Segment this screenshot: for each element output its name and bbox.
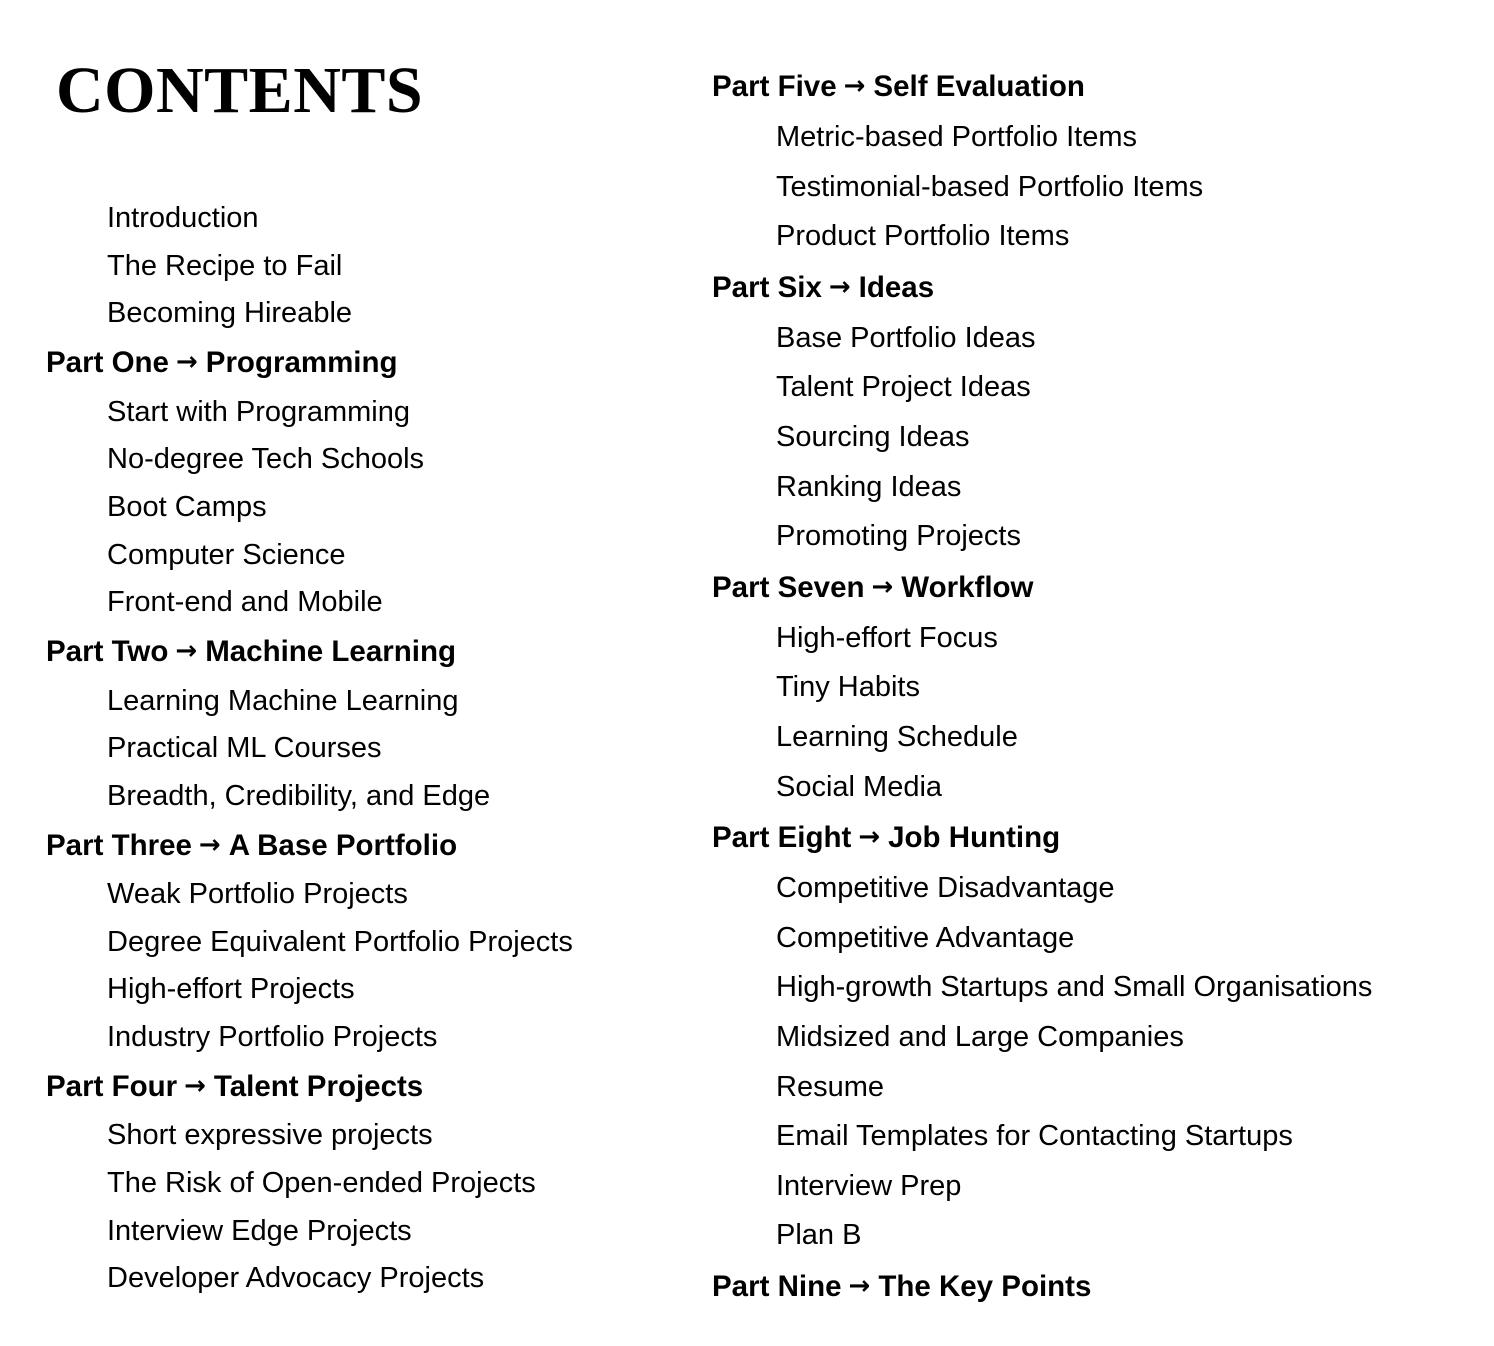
part-number: Part Six: [712, 270, 822, 304]
toc-chapter-item: High-effort Focus: [776, 621, 998, 654]
part-title: The Key Points: [878, 1269, 1092, 1303]
toc-chapter-item: High-growth Startups and Small Organisations: [776, 971, 1373, 1004]
part-title: Machine Learning: [205, 635, 456, 668]
toc-chapter-item: Weak Portfolio Projects: [107, 878, 408, 911]
toc-chapter-item: Practical ML Courses: [107, 732, 382, 765]
toc-part-heading-part-eight: [712, 812, 1472, 864]
contents-heading: CONTENTS: [56, 54, 424, 127]
toc-chapter-item: Ranking Ideas: [776, 470, 962, 503]
part-number: Part Three: [46, 828, 192, 862]
toc-chapter-item: Testimonial-based Portfolio Items: [776, 170, 1204, 203]
toc-chapter-item: Email Templates for Contacting Startups: [776, 1120, 1293, 1153]
toc-chapter-item: Breadth, Credibility, and Edge: [107, 779, 491, 812]
toc-part-heading-part-nine: [712, 1261, 1472, 1313]
part-number: Part Seven: [712, 570, 865, 604]
toc-chapter-item: The Risk of Open-ended Projects: [107, 1167, 536, 1199]
arrow-right-icon: →: [184, 1070, 206, 1101]
part-number: Part One: [46, 346, 169, 380]
toc-left-column: [46, 195, 666, 1303]
toc-part-heading-part-one: [46, 338, 666, 389]
part-number: Part Four: [46, 1069, 178, 1103]
toc-chapter-item: Social Media: [776, 770, 943, 803]
toc-chapter-item: Becoming Hireable: [107, 297, 353, 330]
toc-chapter-item: Metric-based Portfolio Items: [776, 121, 1138, 153]
toc-chapter-item: Developer Advocacy Projects: [107, 1262, 485, 1295]
part-number: Part Two: [46, 635, 169, 668]
toc-chapter-item: Sourcing Ideas: [776, 420, 970, 453]
toc-chapter-item: Introduction: [107, 202, 259, 234]
arrow-right-icon: →: [843, 71, 866, 101]
toc-part-heading-part-five: [712, 61, 1472, 113]
part-title: Workflow: [901, 570, 1034, 604]
part-number: Part Nine: [712, 1269, 842, 1303]
toc-right-column: [712, 61, 1472, 1313]
toc-chapter-item: Talent Project Ideas: [776, 371, 1031, 404]
part-number: Part Five: [712, 70, 837, 103]
toc-part-heading-part-six: [712, 262, 1472, 314]
part-number: Part Eight: [712, 821, 852, 855]
arrow-right-icon: →: [848, 1270, 871, 1301]
part-title: Self Evaluation: [873, 70, 1085, 103]
toc-chapter-item: Learning Machine Learning: [107, 684, 459, 717]
arrow-right-icon: →: [828, 271, 851, 302]
toc-chapter-item: Plan B: [776, 1219, 862, 1252]
toc-chapter-item: High-effort Projects: [107, 973, 355, 1006]
toc-chapter-item: Learning Schedule: [776, 720, 1018, 753]
toc-chapter-item: Promoting Projects: [776, 520, 1021, 553]
part-title: A Base Portfolio: [228, 828, 458, 862]
toc-part-heading-part-two: [46, 627, 666, 678]
toc-chapter-item: Front-end and Mobile: [107, 586, 383, 619]
toc-chapter-item: Interview Prep: [776, 1169, 962, 1202]
toc-part-heading-part-seven: [712, 562, 1472, 614]
toc-chapter-item: Start with Programming: [107, 395, 410, 428]
arrow-right-icon: →: [175, 347, 198, 378]
toc-chapter-item: Product Portfolio Items: [776, 220, 1070, 253]
toc-chapter-item: Resume: [776, 1070, 884, 1103]
toc-chapter-item: Competitive Disadvantage: [776, 872, 1115, 905]
toc-chapter-item: Competitive Advantage: [776, 921, 1075, 954]
part-title: Talent Projects: [213, 1069, 424, 1103]
arrow-right-icon: →: [858, 822, 881, 853]
arrow-right-icon: →: [175, 636, 198, 666]
toc-chapter-item: Industry Portfolio Projects: [107, 1021, 438, 1054]
arrow-right-icon: →: [198, 829, 221, 860]
toc-chapter-item: Short expressive projects: [107, 1119, 433, 1152]
toc-chapter-item: Interview Edge Projects: [107, 1214, 412, 1247]
arrow-right-icon: →: [871, 571, 894, 602]
toc-part-heading-part-three: [46, 821, 666, 872]
toc-chapter-item: Computer Science: [107, 538, 346, 571]
toc-chapter-item: Tiny Habits: [776, 671, 920, 704]
toc-chapter-item: Degree Equivalent Portfolio Projects: [107, 925, 573, 958]
toc-chapter-item: Midsized and Large Companies: [776, 1020, 1184, 1053]
toc-chapter-item: No-degree Tech Schools: [107, 443, 425, 476]
part-title: Job Hunting: [888, 821, 1061, 855]
toc-chapter-item: Base Portfolio Ideas: [776, 321, 1036, 354]
part-title: Programming: [205, 346, 398, 380]
part-title: Ideas: [858, 270, 935, 304]
toc-part-heading-part-four: [46, 1062, 666, 1113]
toc-chapter-item: The Recipe to Fail: [107, 249, 343, 282]
toc-chapter-item: Boot Camps: [107, 490, 267, 523]
